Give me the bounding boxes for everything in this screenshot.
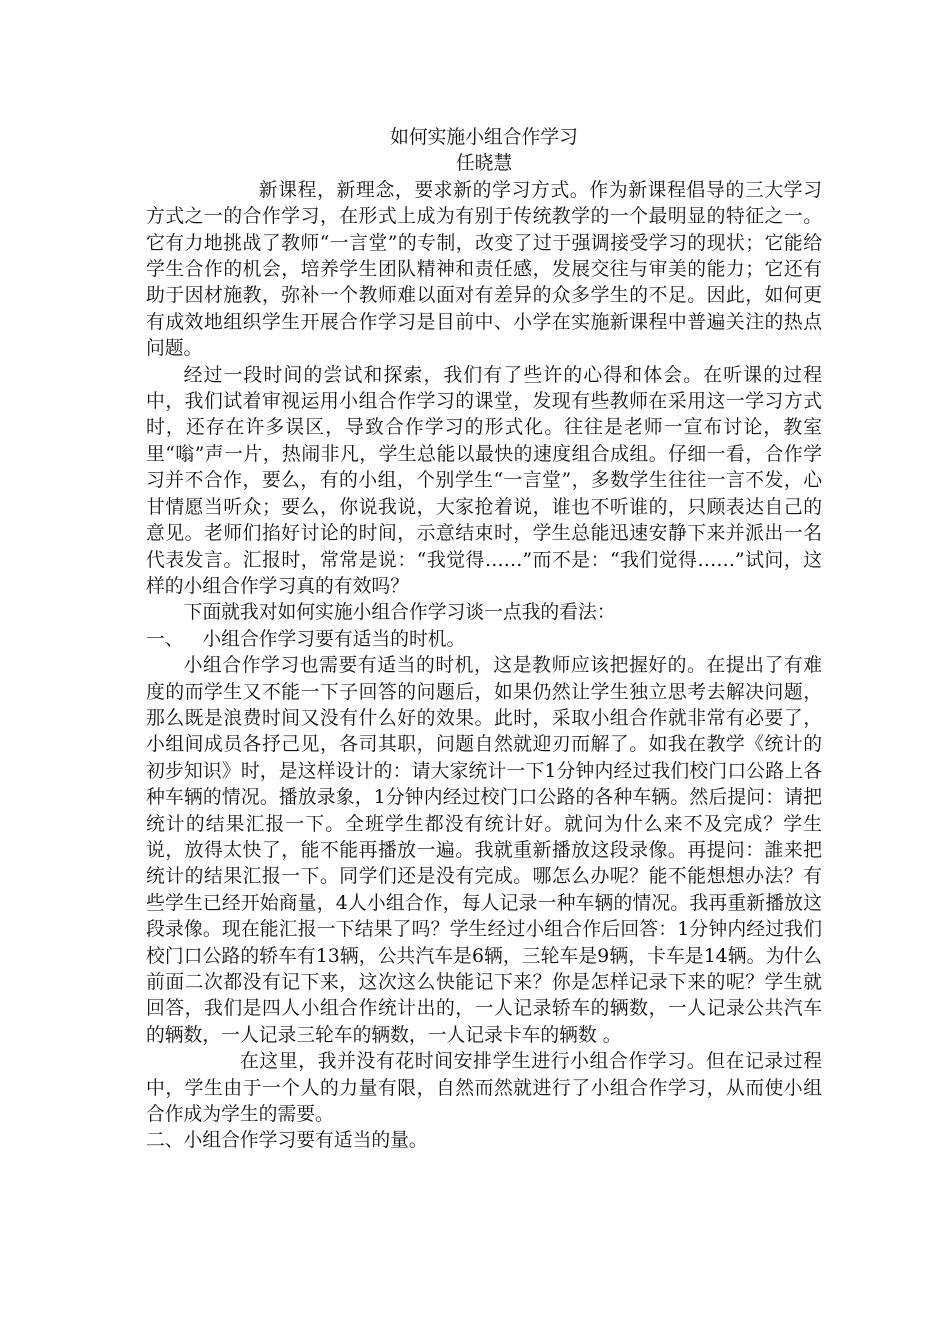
intro-paragraph: 新课程，新理念，要求新的学习方式。作为新课程倡导的三大学习方式之一的合作学习，在形式上成为有别于传统教学的一个最明显的特征之一。它有力地挑战了教师“一言堂”的专制，改变了过于强调接受学习的现状；它能给学生合作的机会，培养学生团队精神和责任感，发展交往与审美的能力；它还有助于因材施教，弥补一个教师难以面对有差异的众多学生的不足。因此，如何更有成效地组织学生开展合作学习是目前中、小学在实施新课程中普遍关注的热点问题。 (146, 179, 822, 360)
section-1-number: 一、 (146, 628, 184, 650)
document-title: 如何实施小组合作学习 (390, 127, 578, 148)
section-1-heading (146, 627, 822, 653)
document-author: 任晓慧 (455, 153, 513, 175)
section-2-heading: 二、小组合作学习要有适当的量。 (146, 1130, 428, 1152)
section-1-title: 小组合作学习要有适当的时机。 (202, 628, 466, 650)
document-body (146, 125, 822, 1155)
section-1-paragraph: 在这里，我并没有花时间安排学生进行小组合作学习。但在记录过程中，学生由于一个人的力量有限，自然而然就进行了小组合作学习，从而使小组合作成为学生的需要。 (146, 1051, 822, 1126)
observation-paragraph: 经过一段时间的尝试和探索，我们有了些许的心得和体会。在听课的过程中，我们试着审视运用小组合作学习的课堂，发现有些教师在采用这一学习方式时，还存在许多误区，导致合作学习的形式化。往往是老师一宣布讨论，教室里“嗡”声一片，热闹非凡，学生总能以最快的速度组合成组。仔细一看，合作学习并不合作，要么，有的小组，个别学生“一言堂”，多数学生往往一言不发，心甘情愿当听众；要么，你说我说，大家抢着说，谁也不听谁的，只顾表达自己的意见。老师们掐好讨论的时间，示意结束时，学生总能迅速安静下来并派出一名代表发言。汇报时，常常是说：“我觉得……”而不是：“我们觉得……”试问，这样的小组合作学习真的有效吗？ (146, 364, 822, 597)
lead-in-paragraph: 下面就我对如何实施小组合作学习谈一点我的看法： (183, 602, 616, 624)
section-1-paragraph: 小组合作学习也需要有适当的时机，这是教师应该把握好的。在提出了有难度的而学生又不能一下子回答的问题后，如果仍然让学生独立思考去解决问题，那么既是浪费时间又没有什么好的效果。此时，采取小组合作就非常有必要了，小组间成员各抒己见，各司其职，问题自然就迎刃而解了。如我在教学《统计的初步知识》时，是这样设计的：请大家统计一下1分钟内经过我们校门口公路上各种车辆的情况。播放录象，1分钟内经过校门口公路的各种车辆。然后提问：请把统计的结果汇报一下。全班学生都没有统计好。就问为什么来不及完成？学生说，放得太快了，能不能再播放一遍。我就重新播放这段录像。再提问：誰来把统计的结果汇报一下。同学们还是没有完成。哪怎么办呢？能不能想想办法？有些学生已经开始商量，4人小组合作，每人记录一种车辆的情况。我再重新播放这段录像。现在能汇报一下结果了吗？学生经过小组合作后回答：1分钟内经过我们校门口公路的轿车有13辆，公共汽车是6辆，三轮车是9辆，卡车是14辆。为什么前面二次都没有记下来，这次这么快能记下来？你是怎样记录下来的呢？学生就回答，我们是四人小组合作统计出的，一人记录轿车的辆数，一人记录公共汽车的辆数，一人记录三轮车的辆数，一人记录卡车的辆数 。 (146, 655, 822, 1046)
